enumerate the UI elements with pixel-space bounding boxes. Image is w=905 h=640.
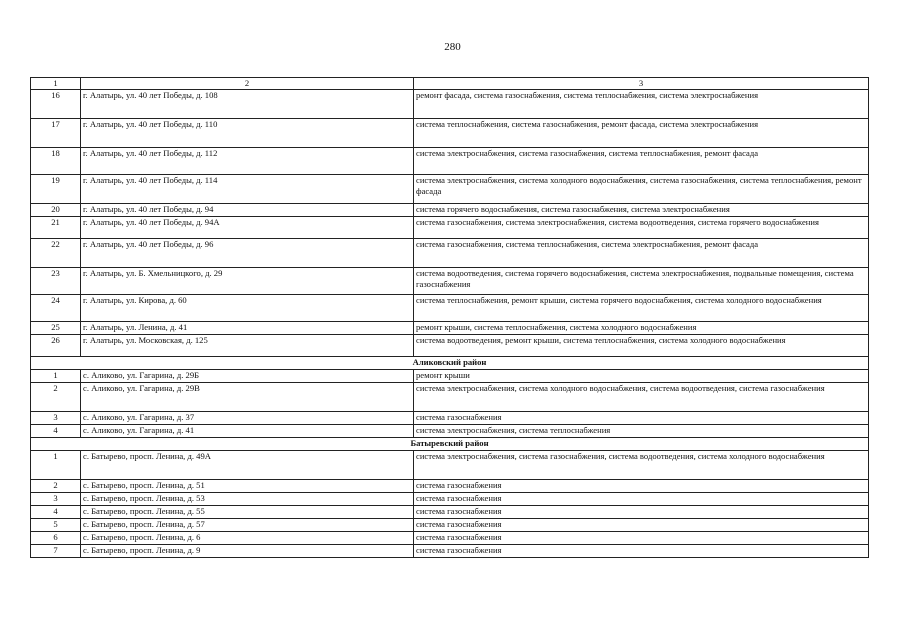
address-cell: с. Батырево, просп. Ленина, д. 57	[81, 519, 414, 532]
address-cell: с. Батырево, просп. Ленина, д. 53	[81, 493, 414, 506]
works-cell: система теплоснабжения, система газоснабжения, ремонт фасада, система электроснабжения	[414, 119, 869, 148]
table-row	[31, 239, 869, 268]
works-cell: система газоснабжения, система теплоснабжения, система электроснабжения, ремонт фасада	[414, 239, 869, 268]
address-cell: г. Алатырь, ул. 40 лет Победы, д. 112	[81, 148, 414, 175]
row-number: 1	[31, 370, 81, 383]
row-number: 7	[31, 545, 81, 558]
table-row	[31, 493, 869, 506]
column-header: 3	[414, 78, 869, 90]
table-row	[31, 519, 869, 532]
row-number: 4	[31, 425, 81, 438]
row-number: 19	[31, 175, 81, 204]
row-number: 16	[31, 90, 81, 119]
works-cell: система электроснабжения, система холодного водоснабжения, система газоснабжения, система теплоснабжения, ремонт фасада	[414, 175, 869, 204]
table-row	[31, 545, 869, 558]
table-row	[31, 480, 869, 493]
address-cell: г. Алатырь, ул. 40 лет Победы, д. 94	[81, 204, 414, 217]
works-cell: система горячего водоснабжения, система газоснабжения, система электроснабжения	[414, 204, 869, 217]
table-row	[31, 370, 869, 383]
works-cell: система газоснабжения	[414, 480, 869, 493]
table-row	[31, 451, 869, 480]
row-number: 3	[31, 493, 81, 506]
table-row	[31, 383, 869, 412]
row-number: 2	[31, 480, 81, 493]
row-number: 2	[31, 383, 81, 412]
table-row	[31, 268, 869, 295]
table-row	[31, 119, 869, 148]
address-cell: с. Аликово, ул. Гагарина, д. 29Б	[81, 370, 414, 383]
works-cell: ремонт крыши	[414, 370, 869, 383]
works-cell: система водоотведения, система горячего водоснабжения, система электроснабжения, подвальные помещения, система газоснабжения	[414, 268, 869, 295]
row-number: 4	[31, 506, 81, 519]
address-cell: с. Батырево, просп. Ленина, д. 55	[81, 506, 414, 519]
row-number: 25	[31, 322, 81, 335]
works-cell: система электроснабжения, система холодного водоснабжения, система водоотведения, система газоснабжения	[414, 383, 869, 412]
address-cell: с. Батырево, просп. Ленина, д. 49А	[81, 451, 414, 480]
address-cell: г. Алатырь, ул. 40 лет Победы, д. 94А	[81, 217, 414, 239]
row-number: 20	[31, 204, 81, 217]
works-cell: система электроснабжения, система теплоснабжения	[414, 425, 869, 438]
address-cell: г. Алатырь, ул. Кирова, д. 60	[81, 295, 414, 322]
address-cell: с. Аликово, ул. Гагарина, д. 41	[81, 425, 414, 438]
address-cell: г. Алатырь, ул. 40 лет Победы, д. 110	[81, 119, 414, 148]
row-number: 21	[31, 217, 81, 239]
row-number: 22	[31, 239, 81, 268]
column-number-row	[31, 78, 869, 90]
address-cell: г. Алатырь, ул. Московская, д. 125	[81, 335, 414, 357]
district-name: Батыревский район	[31, 438, 869, 451]
row-number: 6	[31, 532, 81, 545]
table-row	[31, 425, 869, 438]
district-header-row	[31, 357, 869, 370]
works-cell: ремонт фасада, система газоснабжения, система теплоснабжения, система электроснабжения	[414, 90, 869, 119]
address-cell: г. Алатырь, ул. 40 лет Победы, д. 108	[81, 90, 414, 119]
address-cell: с. Батырево, просп. Ленина, д. 9	[81, 545, 414, 558]
works-cell: система газоснабжения	[414, 493, 869, 506]
column-header: 1	[31, 78, 81, 90]
address-cell: г. Алатырь, ул. 40 лет Победы, д. 114	[81, 175, 414, 204]
address-cell: с. Аликово, ул. Гагарина, д. 29В	[81, 383, 414, 412]
works-cell: система водоотведения, ремонт крыши, система теплоснабжения, система холодного водоснабжения	[414, 335, 869, 357]
table-row	[31, 204, 869, 217]
address-cell: с. Батырево, просп. Ленина, д. 51	[81, 480, 414, 493]
works-cell: система электроснабжения, система газоснабжения, система теплоснабжения, ремонт фасада	[414, 148, 869, 175]
table-row	[31, 295, 869, 322]
address-cell: с. Батырево, просп. Ленина, д. 6	[81, 532, 414, 545]
row-number: 3	[31, 412, 81, 425]
address-cell: г. Алатырь, ул. Ленина, д. 41	[81, 322, 414, 335]
table-row	[31, 412, 869, 425]
works-cell: система газоснабжения	[414, 532, 869, 545]
works-cell: система газоснабжения	[414, 506, 869, 519]
table-row	[31, 335, 869, 357]
table-row	[31, 322, 869, 335]
district-name: Аликовский район	[31, 357, 869, 370]
column-header: 2	[81, 78, 414, 90]
row-number: 17	[31, 119, 81, 148]
table-row	[31, 148, 869, 175]
address-cell: с. Аликово, ул. Гагарина, д. 37	[81, 412, 414, 425]
table-row	[31, 506, 869, 519]
works-table	[30, 77, 869, 558]
address-cell: г. Алатырь, ул. Б. Хмельницкого, д. 29	[81, 268, 414, 295]
table-row	[31, 90, 869, 119]
page-number: 280	[444, 41, 461, 53]
address-cell: г. Алатырь, ул. 40 лет Победы, д. 96	[81, 239, 414, 268]
works-cell: система теплоснабжения, ремонт крыши, система горячего водоснабжения, система холодного водоснабжения	[414, 295, 869, 322]
row-number: 1	[31, 451, 81, 480]
works-cell: система газоснабжения	[414, 412, 869, 425]
row-number: 5	[31, 519, 81, 532]
district-header-row	[31, 438, 869, 451]
works-cell: ремонт крыши, система теплоснабжения, система холодного водоснабжения	[414, 322, 869, 335]
works-cell: система газоснабжения	[414, 519, 869, 532]
row-number: 18	[31, 148, 81, 175]
table-body	[31, 90, 869, 558]
table-row	[31, 532, 869, 545]
works-cell: система электроснабжения, система газоснабжения, система водоотведения, система холодного водоснабжения	[414, 451, 869, 480]
row-number: 24	[31, 295, 81, 322]
row-number: 26	[31, 335, 81, 357]
table-row	[31, 175, 869, 204]
works-cell: система газоснабжения	[414, 545, 869, 558]
table-row	[31, 217, 869, 239]
works-cell: система газоснабжения, система электроснабжения, система водоотведения, система горячего водоснабжения	[414, 217, 869, 239]
row-number: 23	[31, 268, 81, 295]
